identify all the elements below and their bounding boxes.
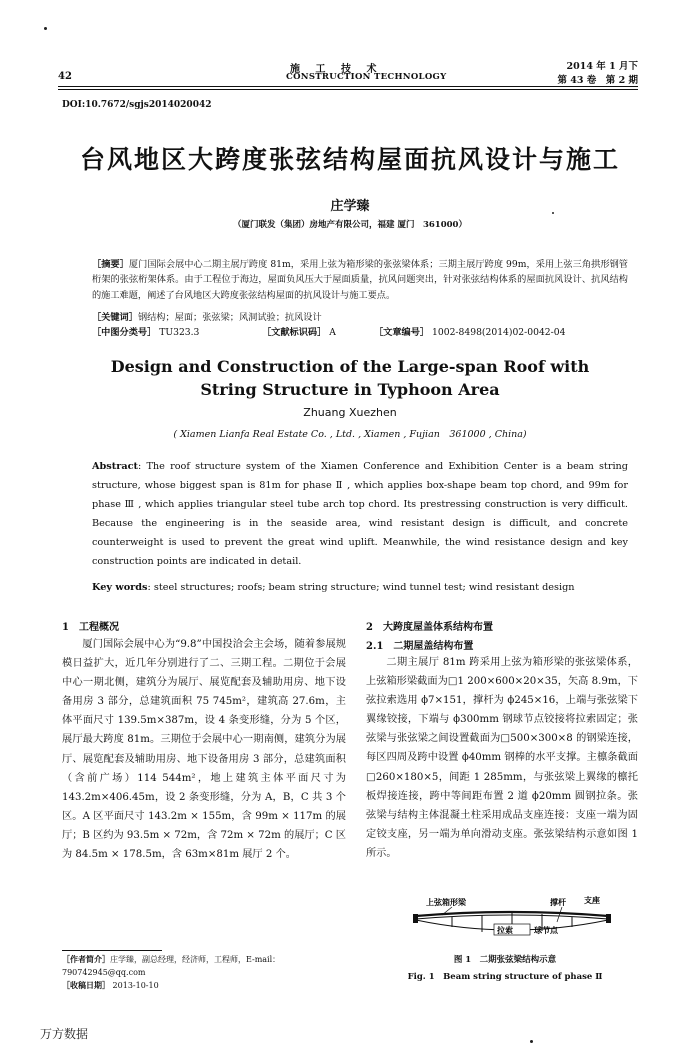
author-bio-label: ［作者简介］ bbox=[62, 954, 110, 964]
keywords-cn-text: 钢结构；屋面；张弦梁；风洞试验；抗风设计 bbox=[137, 312, 322, 323]
section-2-1-heading: 2.1 二期屋盖结构布置 bbox=[366, 641, 474, 652]
author-en: Zhuang Xuezhen bbox=[303, 406, 397, 419]
footnote-rule bbox=[62, 950, 162, 951]
label-top-chord: 上弦箱形梁 bbox=[426, 898, 466, 907]
label-cable: 拉索 bbox=[497, 926, 513, 935]
affiliation-cn: （厦门联发（集团）房地产有限公司，福建 厦门 361000） bbox=[233, 220, 467, 230]
received-date-text: 2013-10-10 bbox=[112, 981, 159, 990]
figure-1-caption-en: Fig. 1 Beam string structure of phase Ⅱ bbox=[407, 972, 603, 982]
section-2-heading: 2 大跨度屋盖体系结构布置 bbox=[366, 622, 493, 633]
keywords-en-text: : steel structures; roofs; beam string structure; wind tunnel test; wind resistant design bbox=[147, 582, 575, 593]
figure-1-caption-cn: 图 1 二期张弦梁结构示意 bbox=[453, 955, 557, 965]
abstract-en bbox=[92, 457, 628, 572]
footnote bbox=[62, 953, 332, 993]
label-strut: 撑杆 bbox=[550, 898, 566, 907]
scan-speck bbox=[44, 27, 47, 30]
doi: DOI:10.7672/sgjs2014020042 bbox=[62, 100, 212, 110]
volume-issue: 第 43 卷 第 2 期 bbox=[557, 75, 638, 86]
section-1-body bbox=[62, 635, 346, 864]
support-left bbox=[413, 914, 418, 923]
clc-label: ［中图分类号］ bbox=[92, 327, 157, 338]
section-1-heading: 1 工程概况 bbox=[62, 622, 119, 633]
title-en bbox=[0, 355, 700, 401]
page-number: 42 bbox=[58, 71, 72, 82]
classification-row bbox=[92, 324, 628, 338]
keywords-en bbox=[92, 582, 632, 593]
section-1-text: 厦门国际会展中心为“9.8”中国投洽会主会场，随着参展规模日益扩大，近几年分别进行了二、三期工程。二期位于会展中心一期北侧，建筑分为展厅、展览配套及辅助用房、地下设备用房 3 部分，总建筑面积 75 745m²，建筑高 27.6m，主体平面尺寸 139.5m×387m，设 4 条变形缝，分为 5 个区，展厅最大跨度 81m。三期位于会展中心一期南侧，建筑分为展厅、展览配套及辅助用房、地下设备用房 3 部分，总建筑面积（含前广场）114 544m²，地上建筑主体平面尺寸为 143.2m×406.45m，设 2 条变形缝，分为 A，B，C 共 3 个区。A 区平面尺寸 143.2m × 155m，含 99m × 117m 的展厅；B 区约为 93.5m × 72m，含 72m × 72m 的展厅；C 区为 84.5m × 178.5m，含 63m×81m 展厅 2 个。 bbox=[62, 639, 346, 861]
header-rule-thick bbox=[58, 86, 638, 87]
leader-strut bbox=[557, 907, 562, 922]
right-column bbox=[366, 618, 638, 863]
issue-date: 2014 年 1 月下 bbox=[566, 61, 638, 72]
section-2-text: 二期主展厅 81m 跨采用上弦为箱形梁的张弦梁体系，上弦箱形梁截面为□1 200×600×20×35，矢高 8.9m，下弦拉索选用 ϕ7×151，撑杆为 ϕ245×16，上端与张弦梁下翼缘铰接，下端与 ϕ300mm 钢球节点铰接将拉索固定；张弦梁与张弦梁之间设置截面为□500×300×8 的钢梁连接，每区四周及跨中设置 ϕ40mm 钢棒的水平支撑。主檩条截面□260×180×5，间距 1 285mm，与张弦梁上翼缘的檩托板焊接连接，跨中等间距布置 2 道 ϕ20mm 圆钢拉条。张弦梁与结构主体混凝土柱采用成品支座连接：支座一端为固定铰支座，另一端为单向滑动支座。张弦梁结构示意如图 1 所示。 bbox=[366, 657, 638, 859]
header-rule-thin bbox=[58, 89, 638, 90]
title-cn: 台风地区大跨度张弦结构屋面抗风设计与施工 bbox=[79, 145, 620, 174]
abstract-cn bbox=[92, 257, 628, 303]
label-support: 支座 bbox=[584, 896, 600, 905]
received-date-label: ［收稿日期］ bbox=[62, 980, 110, 990]
article-no-label: ［文章编号］ bbox=[374, 327, 430, 338]
doc-code-label: ［文献标识码］ bbox=[262, 327, 327, 338]
title-en-line-2: String Structure in Typhoon Area bbox=[200, 380, 500, 399]
support-right bbox=[606, 914, 611, 923]
title-en-line-1: Design and Construction of the Large-span Roof with bbox=[110, 357, 590, 376]
section-2-body bbox=[366, 653, 638, 863]
scan-speck bbox=[552, 212, 554, 214]
watermark: 万方数据 bbox=[40, 1027, 89, 1041]
journal-title-en: CONSTRUCTION TECHNOLOGY bbox=[286, 72, 447, 82]
keywords-cn bbox=[92, 309, 322, 323]
author-cn: 庄学臻 bbox=[330, 199, 370, 214]
abstract-en-label: Abstract bbox=[92, 461, 138, 472]
keywords-cn-label: ［关键词］ bbox=[92, 312, 138, 323]
left-column bbox=[62, 618, 346, 864]
abstract-en-text: : The roof structure system of the Xiamen Conference and Exhibition Center is a beam string structure, whose biggest span is 81m for phase Ⅱ , which applies box-shape beam top chord, and 99m for phase Ⅲ , which applies triangular steel tube arch top chord. Its prestressing construction is very difficult. Because the engineering is in the seaside area, wind resistant design is difficult, and concrete counterweight is used to prevent the great wind uplift. Meanwhile, the wind resistance design and key construction points are indicated in detail. bbox=[92, 461, 628, 568]
abstract-cn-label: ［摘要］ bbox=[92, 259, 129, 270]
scan-speck bbox=[530, 1040, 533, 1043]
journal-title-cn: 施 工 技 术 bbox=[290, 64, 383, 75]
label-ball-node: 球节点 bbox=[534, 926, 558, 935]
figure-1-diagram bbox=[412, 896, 612, 946]
author-bio-text: 庄学臻，副总经理，经济师，工程师，E-mail：790742945@qq.com bbox=[62, 955, 281, 977]
clc-value: TU323.3 bbox=[159, 327, 200, 338]
abstract-cn-text: 厦门国际会展中心二期主展厅跨度 81m，采用上弦为箱形梁的张弦梁体系；三期主展厅跨度 99m，采用上弦三角拱形钢管桁架的张弦桁架体系。由于工程位于海边，屋面负风压大于屋面质量，抗风问题突出，针对张弦结构体系的屋面抗风设计、抗风结构的施工难题，阐述了台风地区大跨度张弦结构屋面的抗风设计与施工要点。 bbox=[92, 259, 628, 301]
affiliation-en: ( Xiamen Lianfa Real Estate Co. , Ltd. , Xiamen , Fujian 361000 , China) bbox=[173, 429, 527, 440]
doc-code-value: A bbox=[329, 327, 336, 338]
keywords-en-label: Key words bbox=[92, 582, 148, 593]
article-no-value: 1002-8498(2014)02-0042-04 bbox=[432, 327, 566, 338]
